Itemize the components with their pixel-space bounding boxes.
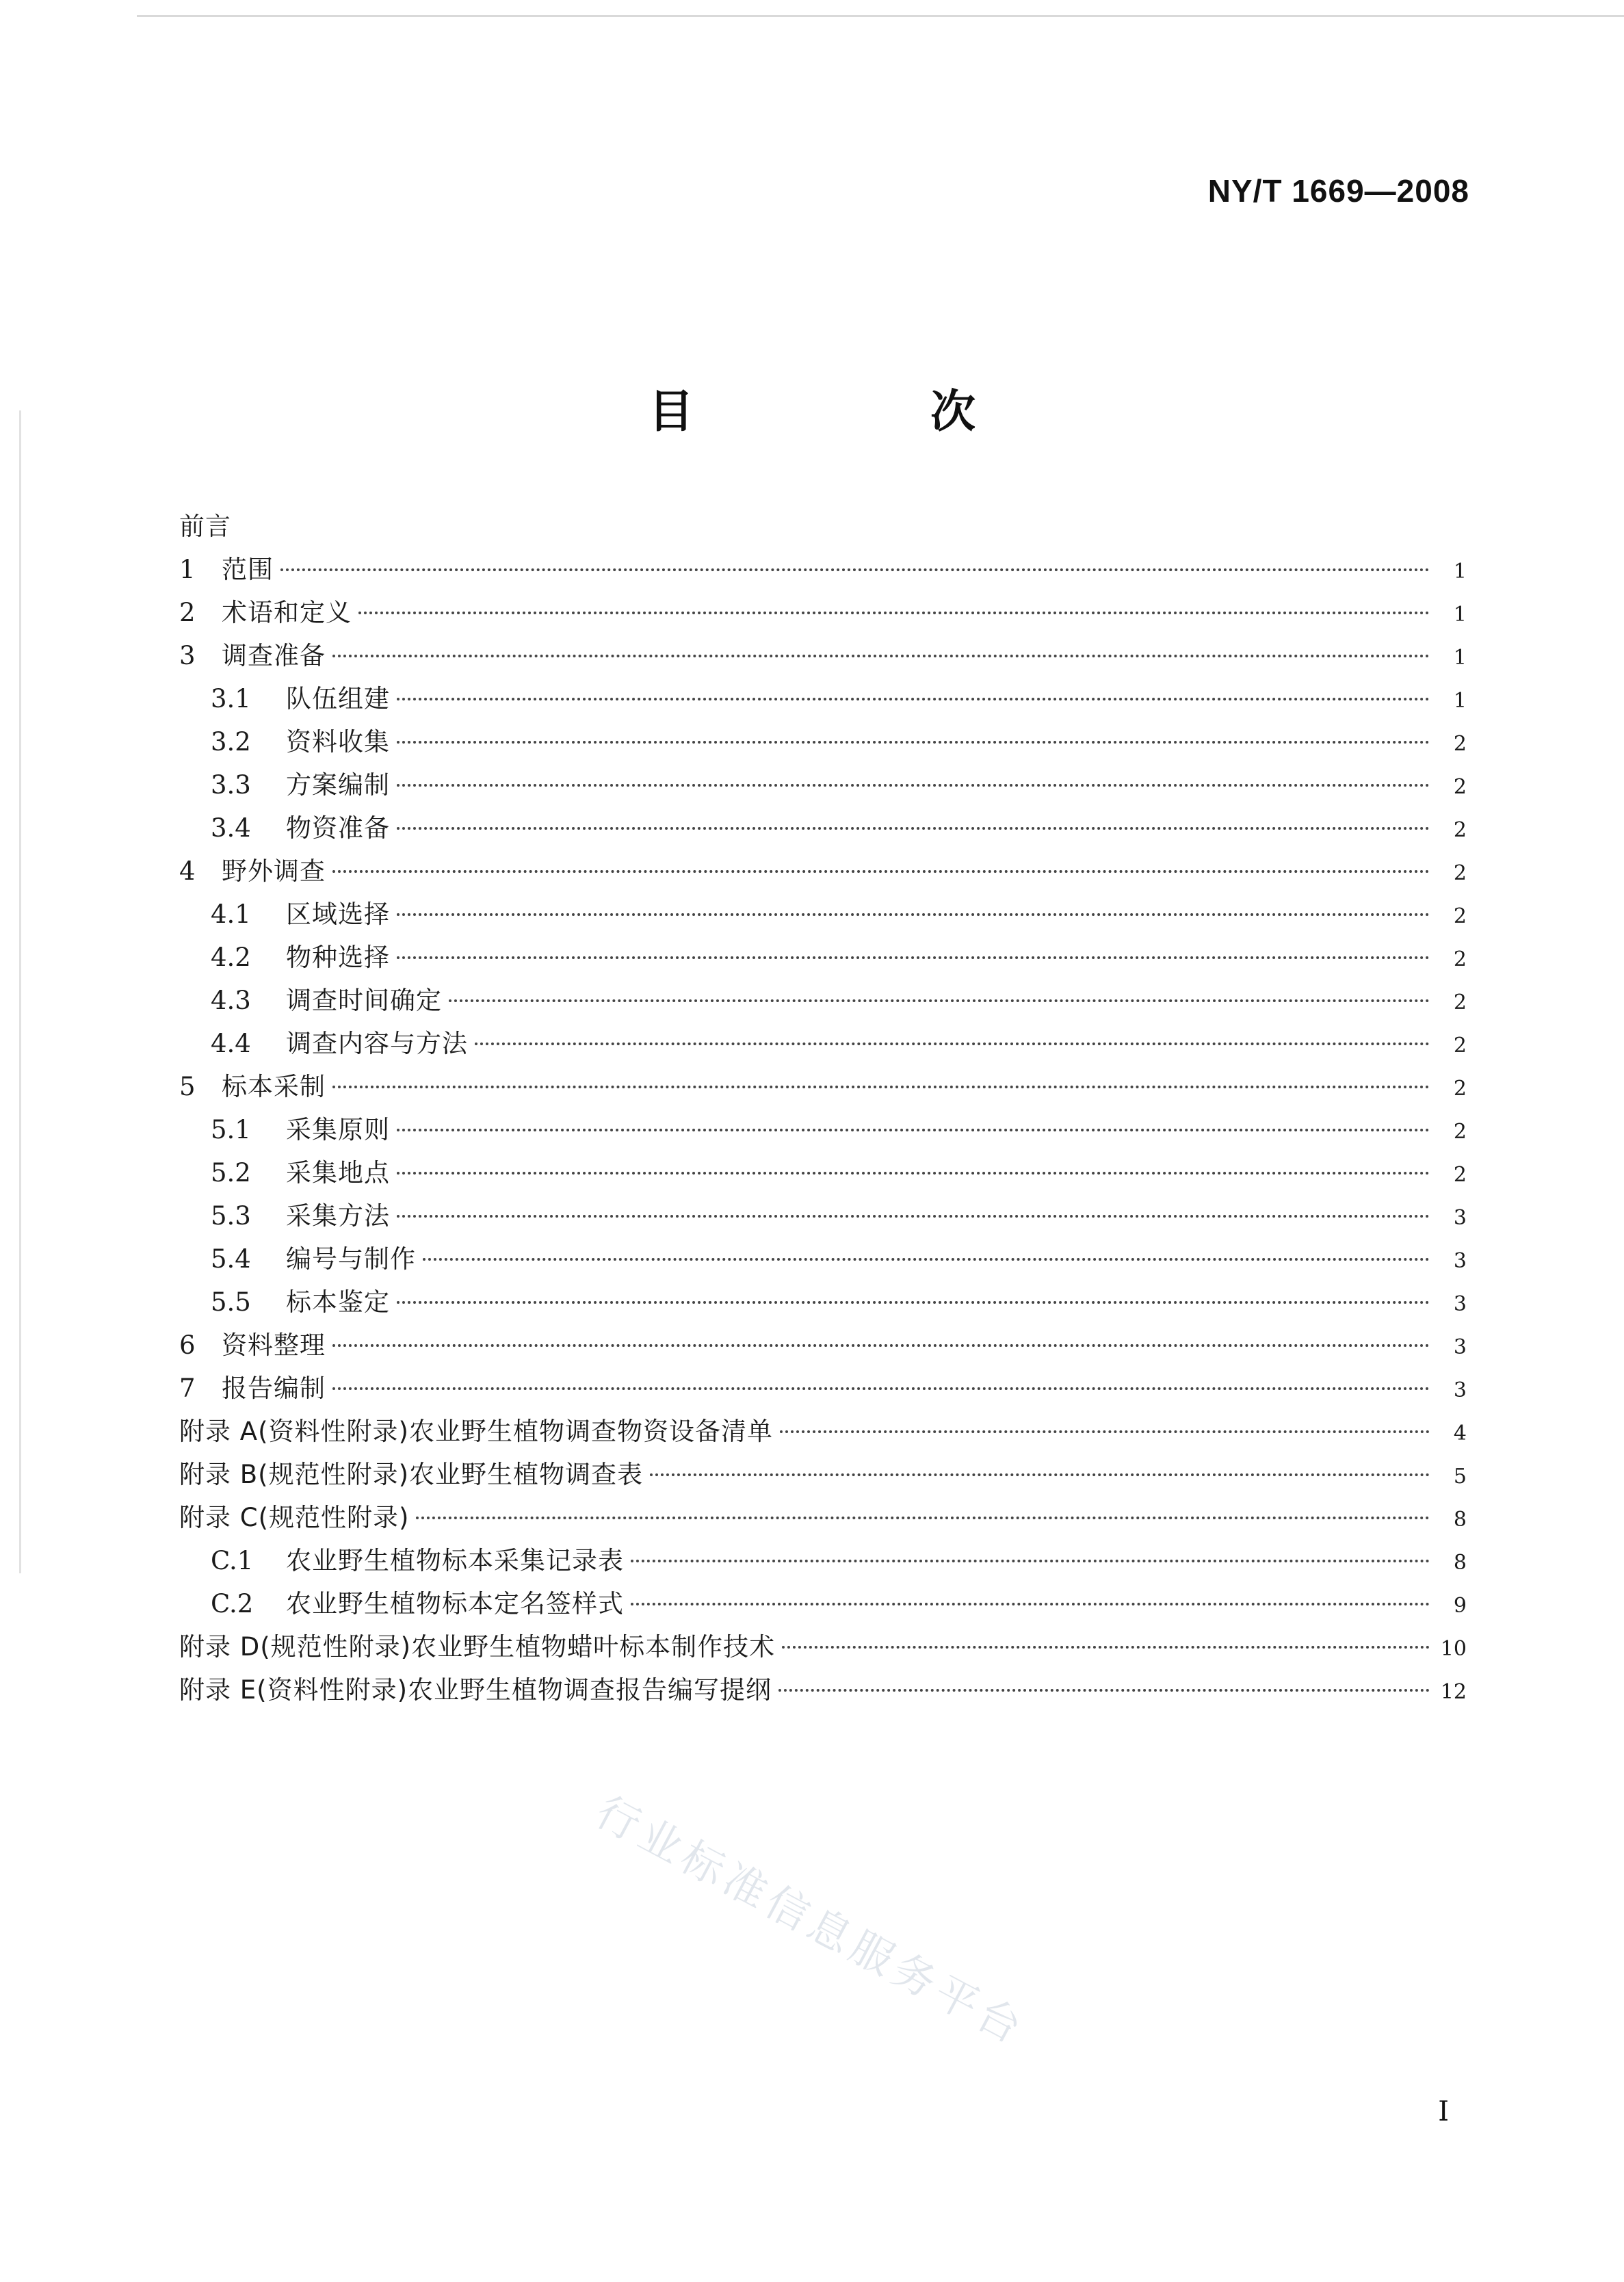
toc-entry-label: 标本采制 xyxy=(222,1072,326,1101)
toc-entry-label: 物资准备 xyxy=(286,813,390,843)
toc-entry-number: 1 xyxy=(179,555,196,584)
toc-entry[interactable] xyxy=(179,505,1467,548)
toc-dot-leader xyxy=(332,1344,1430,1347)
toc-dot-leader xyxy=(358,612,1430,614)
toc-entry-number: 4.2 xyxy=(211,943,251,972)
toc-entry[interactable] xyxy=(179,1237,1467,1281)
toc-entry[interactable] xyxy=(179,677,1467,720)
toc-dot-leader xyxy=(780,1430,1430,1433)
toc-entry-page: 3 xyxy=(1453,1292,1467,1316)
toc-entry-page: 3 xyxy=(1453,1378,1467,1402)
toc-entry[interactable] xyxy=(179,763,1467,806)
toc-entry-number: 5.4 xyxy=(211,1244,251,1274)
toc-entry-label: 资料整理 xyxy=(222,1330,326,1360)
toc-entry-page: 2 xyxy=(1453,818,1467,842)
toc-entry[interactable] xyxy=(179,1151,1467,1194)
toc-entry[interactable] xyxy=(179,1582,1467,1625)
toc-entry-number: 3.1 xyxy=(211,684,251,713)
toc-entry[interactable] xyxy=(179,591,1467,634)
standard-code: NY/T 1669—2008 xyxy=(1207,173,1469,209)
page-number: I xyxy=(1438,2096,1449,2127)
toc-entry-page: 2 xyxy=(1453,1034,1467,1058)
toc-entry-label: 采集原则 xyxy=(286,1115,390,1144)
toc-entry-number: 5 xyxy=(179,1072,196,1101)
toc-dot-leader xyxy=(397,741,1430,744)
toc-entry[interactable] xyxy=(179,1324,1467,1367)
toc-entry-number: 3 xyxy=(179,641,196,670)
toc-entry-label: 标本鉴定 xyxy=(286,1287,390,1317)
toc-entry-label: 调查准备 xyxy=(222,641,326,670)
toc-entry-page: 1 xyxy=(1453,603,1467,627)
toc-entry-number: 2 xyxy=(179,598,196,627)
toc-entry[interactable] xyxy=(179,1539,1467,1582)
toc-entry-label: 附录 B(规范性附录)农业野生植物调查表 xyxy=(179,1460,644,1489)
toc-entry-label: 资料收集 xyxy=(286,727,390,757)
page-title: 目 次 xyxy=(649,385,1071,438)
toc-entry[interactable] xyxy=(179,979,1467,1022)
toc-entry-number: 3.4 xyxy=(211,813,251,843)
toc-dot-leader xyxy=(397,1301,1430,1304)
toc-entry[interactable] xyxy=(179,1410,1467,1453)
toc-entry-page: 3 xyxy=(1453,1206,1467,1230)
toc-entry[interactable] xyxy=(179,548,1467,591)
toc-entry-label: 编号与制作 xyxy=(286,1244,416,1274)
toc-dot-leader xyxy=(397,827,1430,830)
toc-entry-page: 8 xyxy=(1453,1508,1467,1532)
toc-entry-label: 调查内容与方法 xyxy=(286,1029,468,1058)
toc-entry-number: C.1 xyxy=(211,1546,254,1575)
toc-dot-leader xyxy=(423,1258,1430,1261)
toc-entry-page: 2 xyxy=(1453,732,1467,756)
toc-entry-number: 6 xyxy=(179,1330,196,1360)
toc-entry-label: 队伍组建 xyxy=(286,684,390,713)
toc-dot-leader xyxy=(332,655,1430,657)
toc-dot-leader xyxy=(416,1517,1430,1519)
toc-dot-leader xyxy=(397,913,1430,916)
toc-dot-leader xyxy=(332,1086,1430,1088)
toc-entry-page: 3 xyxy=(1453,1335,1467,1359)
toc-entry[interactable] xyxy=(179,1668,1467,1712)
toc-entry-page: 10 xyxy=(1440,1637,1467,1661)
toc-dot-leader xyxy=(397,956,1430,959)
toc-entry-label: 采集地点 xyxy=(286,1158,390,1188)
toc-entry-label: 野外调查 xyxy=(222,856,326,886)
toc-entry-number: 4.4 xyxy=(211,1029,251,1058)
toc-dot-leader xyxy=(631,1560,1430,1562)
toc-entry[interactable] xyxy=(179,1065,1467,1108)
toc-entry-label: 采集方法 xyxy=(286,1201,390,1231)
toc-entry[interactable] xyxy=(179,936,1467,979)
toc-dot-leader xyxy=(397,1129,1430,1131)
toc-entry-page: 1 xyxy=(1453,646,1467,670)
toc-entry-label: 附录 C(规范性附录) xyxy=(179,1503,410,1532)
toc-entry[interactable] xyxy=(179,720,1467,763)
toc-entry-number: 4.3 xyxy=(211,986,251,1015)
toc-dot-leader xyxy=(650,1473,1430,1476)
toc-entry-page: 3 xyxy=(1453,1249,1467,1273)
toc-entry-page: 2 xyxy=(1453,1077,1467,1101)
toc-entry-page: 5 xyxy=(1453,1465,1467,1488)
toc-entry-page: 2 xyxy=(1453,1120,1467,1144)
toc-entry[interactable] xyxy=(179,1367,1467,1410)
toc-dot-leader xyxy=(280,568,1430,571)
toc-entry-label: 术语和定义 xyxy=(222,598,352,627)
toc-entry-number: 7 xyxy=(179,1374,196,1403)
toc-entry[interactable] xyxy=(179,1194,1467,1237)
toc-dot-leader xyxy=(332,1387,1430,1390)
toc-entry-page: 2 xyxy=(1453,947,1467,971)
toc-entry[interactable] xyxy=(179,634,1467,677)
toc-dot-leader xyxy=(397,698,1430,700)
toc-entry-label: 前言 xyxy=(179,512,231,541)
toc-entry-label: 附录 E(资料性附录)农业野生植物调查报告编写提纲 xyxy=(179,1675,772,1705)
toc-dot-leader xyxy=(782,1646,1430,1649)
toc-entry-page: 8 xyxy=(1453,1551,1467,1575)
toc-entry-number: 5.2 xyxy=(211,1158,251,1188)
toc-entry[interactable] xyxy=(179,1281,1467,1324)
toc-entry-label: 物种选择 xyxy=(286,943,390,972)
toc-entry-page: 2 xyxy=(1453,775,1467,799)
toc-entry-page: 4 xyxy=(1453,1421,1467,1445)
toc-entry-number: 5.5 xyxy=(211,1287,251,1317)
scan-edge-line xyxy=(137,15,1624,17)
toc-dot-leader xyxy=(778,1689,1430,1692)
toc-entry[interactable] xyxy=(179,1453,1467,1496)
toc-entry-number: 4 xyxy=(179,856,196,886)
toc-entry-label: 农业野生植物标本采集记录表 xyxy=(286,1546,624,1575)
watermark: 行业标准信息服务平台 xyxy=(588,1786,1034,2056)
toc-entry-label: 方案编制 xyxy=(286,770,390,800)
toc-dot-leader xyxy=(449,999,1430,1002)
toc-entry-label: 区域选择 xyxy=(286,900,390,929)
toc-entry-number: 5.3 xyxy=(211,1201,251,1231)
toc-entry-label: 附录 D(规范性附录)农业野生植物蜡叶标本制作技术 xyxy=(179,1632,776,1662)
toc-entry-number: 4.1 xyxy=(211,900,251,929)
table-of-contents xyxy=(179,505,1467,1712)
toc-dot-leader xyxy=(397,1215,1430,1218)
toc-entry-page: 9 xyxy=(1453,1594,1467,1618)
toc-entry-page: 12 xyxy=(1440,1680,1467,1704)
toc-entry[interactable] xyxy=(179,1108,1467,1151)
toc-entry-page: 2 xyxy=(1453,1163,1467,1187)
toc-entry-page: 2 xyxy=(1453,904,1467,928)
toc-entry-page: 2 xyxy=(1453,991,1467,1014)
toc-entry-label: 附录 A(资料性附录)农业野生植物调查物资设备清单 xyxy=(179,1417,773,1446)
toc-entry-page: 1 xyxy=(1453,689,1467,713)
toc-entry-page: 1 xyxy=(1453,560,1467,583)
toc-entry[interactable] xyxy=(179,893,1467,936)
toc-dot-leader xyxy=(631,1603,1430,1605)
toc-entry-label: 报告编制 xyxy=(222,1374,326,1403)
toc-entry-page: 2 xyxy=(1453,861,1467,885)
toc-dot-leader xyxy=(397,784,1430,787)
toc-entry-label: 调查时间确定 xyxy=(286,986,442,1015)
toc-entry-number: C.2 xyxy=(211,1589,254,1618)
toc-dot-leader xyxy=(475,1042,1430,1045)
toc-entry-number: 3.2 xyxy=(211,727,251,757)
toc-entry[interactable] xyxy=(179,806,1467,850)
toc-dot-leader xyxy=(397,1172,1430,1175)
toc-entry[interactable] xyxy=(179,1022,1467,1065)
toc-entry[interactable] xyxy=(179,1625,1467,1668)
toc-entry-label: 农业野生植物标本定名签样式 xyxy=(286,1589,624,1618)
scan-edge-line xyxy=(19,410,21,1573)
toc-entry-label: 范围 xyxy=(222,555,274,584)
toc-entry-number: 3.3 xyxy=(211,770,251,800)
toc-entry-number: 5.1 xyxy=(211,1115,251,1144)
toc-entry[interactable] xyxy=(179,1496,1467,1539)
toc-dot-leader xyxy=(332,870,1430,873)
toc-entry[interactable] xyxy=(179,850,1467,893)
